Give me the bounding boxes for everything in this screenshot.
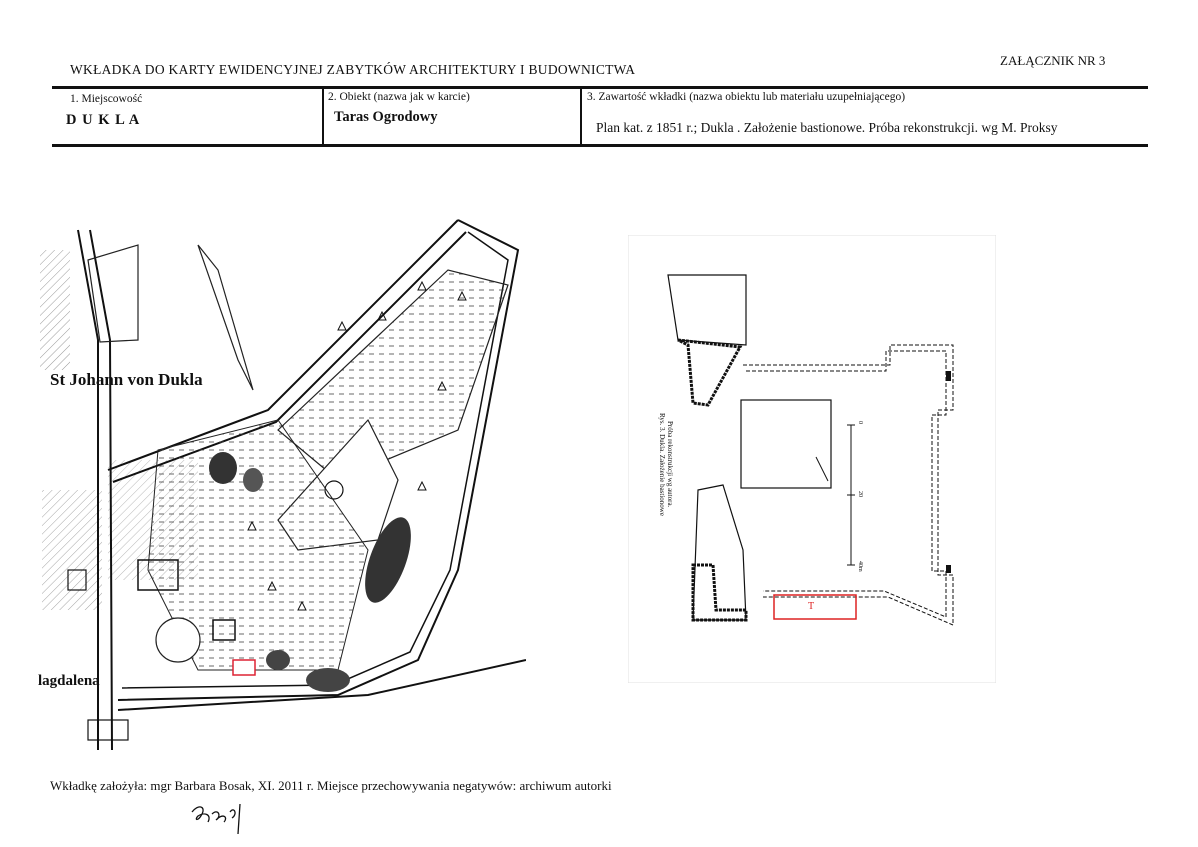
scale-label-40: 40m — [857, 561, 863, 572]
plan-caption-line1: Rys. 3. Dukla. Założenie bastionowe — [658, 413, 666, 516]
annex-number: ZAŁĄCZNIK NR 3 — [1000, 53, 1106, 68]
table-divider-1 — [322, 89, 324, 144]
cadastral-map — [38, 190, 526, 760]
table-divider-2 — [580, 89, 582, 144]
scale-label-20: 20 — [857, 491, 863, 497]
bastion-plan — [628, 235, 996, 683]
map-label-church: St Johann von Dukla — [50, 370, 203, 389]
signature — [188, 800, 258, 845]
object-label: 2. Obiekt (nazwa jak w karcie) — [328, 91, 470, 103]
table-bottom-rule — [52, 144, 1148, 147]
plan-caption-line2: Próba rekonstrukcji wg autora. — [666, 421, 674, 508]
scale-label-0: 0 — [857, 421, 863, 424]
document-title: WKŁADKA DO KARTY EWIDENCYJNEJ ZABYTKÓW ARCHITEKTURY I BUDOWNICTWA — [70, 62, 636, 77]
object-value: Taras Ogrodowy — [334, 109, 438, 125]
terrace-marker: T — [808, 601, 815, 612]
locality-label: 1. Miejscowość — [70, 93, 143, 105]
map-label-magdalena: lagdalena — [38, 673, 100, 689]
footer-note: Wkładkę założyła: mgr Barbara Bosak, XI. 2011 r. Miejsce przechowywania negatywów: archiwum autorki — [50, 778, 612, 793]
locality-value: D U K L A — [66, 112, 141, 128]
content-value: Plan kat. z 1851 r.; Dukla . Założenie bastionowe. Próba rekonstrukcji. wg M. Proksy — [596, 120, 1058, 135]
table-top-rule — [52, 86, 1148, 89]
content-label: 3. Zawartość wkładki (nazwa obiektu lub materiału uzupełniającego) — [587, 91, 906, 103]
